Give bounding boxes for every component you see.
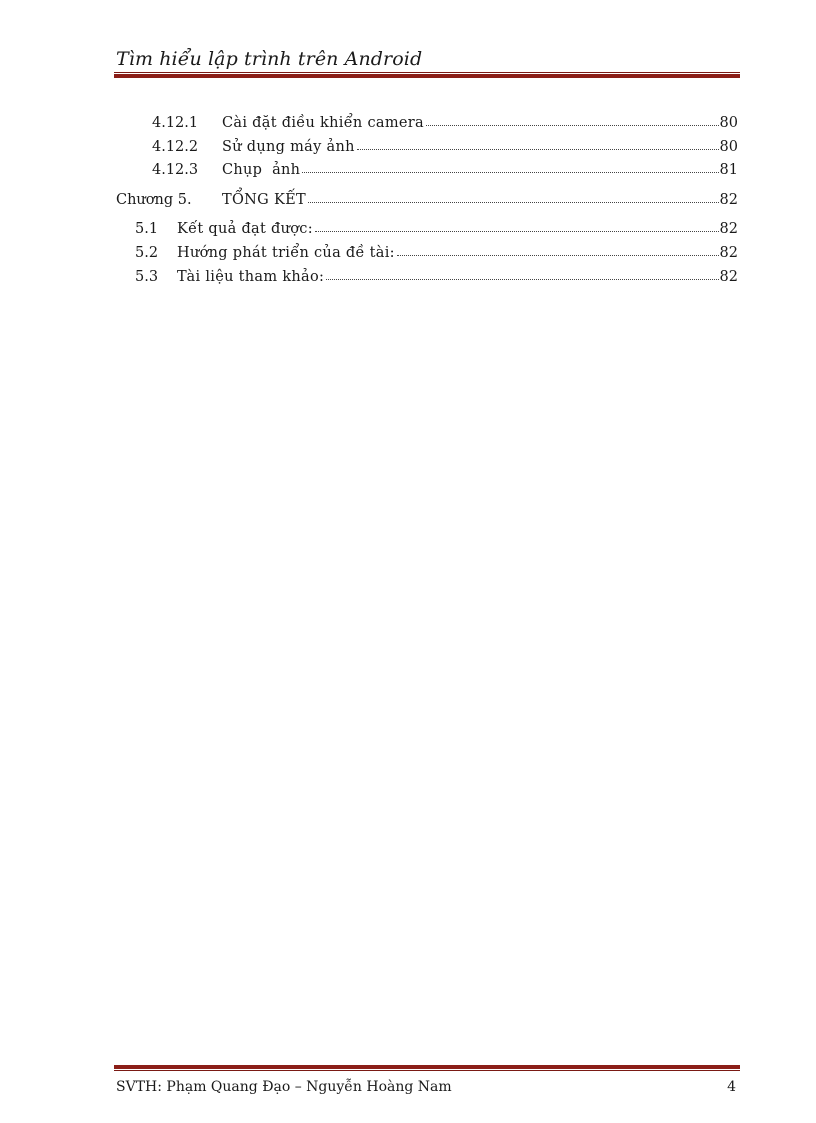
toc-entry[interactable]: [0, 218, 816, 240]
toc-entry-title: TỔNG KẾT: [222, 192, 306, 208]
running-header-title: Tìm hiểu lập trình trên Android: [116, 48, 423, 70]
toc-entry-title: Chụp ảnh: [222, 162, 301, 178]
toc-entry-number: 5.2: [135, 245, 159, 261]
footer-rule: [114, 1065, 740, 1071]
toc-entry-title: Cài đặt điều khiển camera: [222, 115, 424, 131]
toc-entry-number: 5.3: [135, 269, 159, 285]
dot-leader: [426, 111, 719, 126]
toc-entry-title: Kết quả đạt được:: [177, 221, 313, 237]
toc-entry-number: 4.12.1: [152, 115, 199, 131]
toc-entry-title: Tài liệu tham khảo:: [177, 269, 325, 285]
toc-entry-title: Sử dụng máy ảnh: [222, 139, 355, 155]
dot-leader: [397, 241, 719, 256]
toc-entry-page: 80: [719, 139, 738, 155]
toc-entry[interactable]: [0, 136, 816, 158]
toc-entry-number: 4.12.2: [152, 139, 199, 155]
footer-authors: SVTH: Phạm Quang Đạo – Nguyễn Hoàng Nam: [116, 1079, 452, 1095]
toc-entry-page: 82: [719, 192, 738, 208]
footer-page-number: 4: [727, 1079, 736, 1095]
dot-leader: [315, 217, 719, 232]
dot-leader: [302, 158, 718, 173]
toc-entry-number: 4.12.3: [152, 162, 199, 178]
toc-entry[interactable]: [0, 242, 816, 264]
toc-entry-title: Hướng phát triển của đề tài:: [177, 245, 395, 261]
toc-entry-number: Chương 5.: [116, 192, 192, 208]
toc-entry[interactable]: [0, 159, 816, 181]
toc-chapter-entry[interactable]: [0, 189, 816, 211]
toc-entry-page: 81: [719, 162, 738, 178]
toc-entry-page: 82: [719, 221, 738, 237]
toc-entry-page: 82: [719, 245, 738, 261]
toc-entry[interactable]: [0, 112, 816, 134]
header-rule: [114, 72, 740, 78]
toc-entry-page: 80: [719, 115, 738, 131]
dot-leader: [326, 265, 718, 280]
dot-leader: [357, 135, 719, 150]
dot-leader: [308, 188, 719, 203]
toc-entry-page: 82: [719, 269, 738, 285]
toc-entry[interactable]: [0, 266, 816, 288]
toc-entry-number: 5.1: [135, 221, 159, 237]
